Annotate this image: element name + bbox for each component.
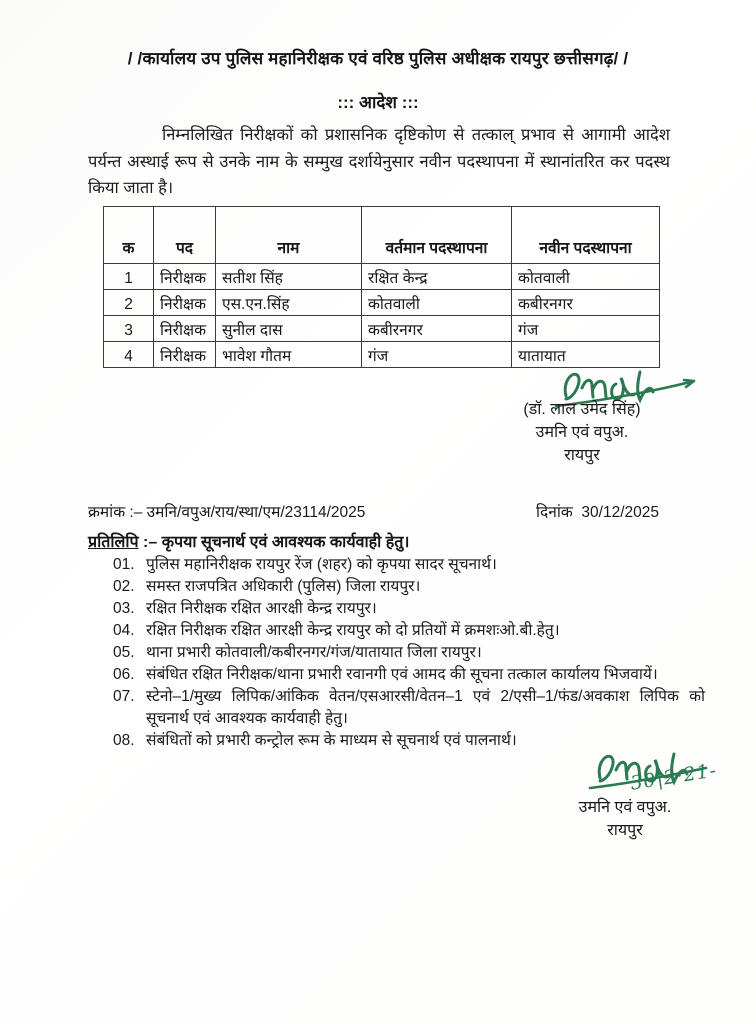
list-item-text: संबंधितों को प्रभारी कन्ट्रोल रूम के माध्यम से सूचनार्थ एवं पालनार्थ। [146, 731, 517, 749]
list-item-number: 04. [113, 622, 135, 639]
copies-list [113, 554, 705, 752]
list-item-text: संबंधित रक्षित निरीक्षक/थाना प्रभारी रवानगी एवं आमद की सूचना तत्काल कार्यालय भिजवायें। [146, 666, 658, 683]
col-header-new-posting: नवीन पदस्थापना [512, 207, 660, 264]
list-item [113, 664, 705, 686]
office-header: / /कार्यालय उप पुलिस महानिरीक्षक एवं वरिष्ठ पुलिस अधीक्षक रायपुर छत्तीसगढ़/ / [127, 49, 629, 68]
list-item [113, 554, 705, 576]
list-item-number: 05. [113, 644, 135, 661]
footer-signatory-block [520, 796, 730, 842]
list-item-number: 02. [113, 578, 135, 595]
list-item-number: 01. [113, 556, 135, 573]
cell-serial: 1 [104, 264, 154, 290]
intro-paragraph-text: निम्नलिखित निरीक्षकों को प्रशासनिक दृष्टिकोण से तत्काल् प्रभाव से आगामी आदेश पर्यन्त अस्थाई रूप से उनके नाम के सम्मुख दर्शायेनुसार नवीन पदस्थापना में स्थानांतरित कर पदस्थ किया जाता है। [88, 126, 670, 197]
cell-serial: 2 [104, 290, 154, 316]
cell-current-posting: कबीरनगर [362, 316, 512, 342]
reference-date-value: 30/12/2025 [581, 504, 659, 521]
cell-new-posting: कबीरनगर [512, 290, 660, 316]
intro-paragraph [88, 122, 670, 202]
table-header-row [104, 207, 660, 264]
reference-number-label: क्रमांक :– [88, 504, 143, 521]
copies-heading [88, 530, 409, 552]
signatory-name: (डॉ. लाल उमेद सिंह) [523, 401, 641, 418]
cell-name: भावेश गौतम [216, 342, 362, 368]
cell-name: सतीश सिंह [216, 264, 362, 290]
cell-post: निरीक्षक [154, 316, 216, 342]
col-header-post: पद [154, 207, 216, 264]
col-header-current-posting: वर्तमान पदस्थापना [362, 207, 512, 264]
footer-signatory-designation: उमनि एवं वपुअ. [578, 799, 672, 816]
list-item-text: रक्षित निरीक्षक रक्षित आरक्षी केन्द्र रायपुर। [146, 600, 377, 617]
list-item-number: 07. [113, 688, 135, 705]
cell-post: निरीक्षक [154, 342, 216, 368]
list-item-text: थाना प्रभारी कोतवाली/कबीरनगर/गंज/यातायात जिला रायपुर। [146, 644, 482, 661]
col-header-name: नाम [216, 207, 362, 264]
cell-current-posting: कोतवाली [362, 290, 512, 316]
cell-serial: 3 [104, 316, 154, 342]
list-item-number: 03. [113, 600, 135, 617]
list-item-text: स्टेनो–1/मुख्य लिपिक/आंकिक वेतन/एसआरसी/वेतन–1 एवं 2/एसी–1/फंड/अवकाश लिपिक को सूचनार्थ एवं आवश्यक कार्यवाही हेतु। [146, 688, 705, 727]
cell-name: सुनील दास [216, 316, 362, 342]
table-row [104, 342, 660, 368]
cell-new-posting: यातायात [512, 342, 660, 368]
reference-number [88, 500, 365, 522]
list-item [113, 620, 705, 642]
list-item-text: रक्षित निरीक्षक रक्षित आरक्षी केन्द्र रायपुर को दो प्रतियों में क्रमशःओ.बी.हेतु। [146, 622, 560, 639]
list-item [113, 642, 705, 664]
col-header-serial: क [104, 207, 154, 264]
copies-heading-text: कृपया सूचनार्थ एवं आवश्यक कार्यवाही हेतु। [161, 534, 410, 551]
copies-heading-sep: :– [138, 534, 162, 551]
signatory-place: रायपुर [564, 447, 600, 464]
list-item [113, 598, 705, 620]
signatory-designation: उमनि एवं वपुअ. [535, 424, 629, 441]
table-row [104, 316, 660, 342]
signatory-block [462, 398, 702, 467]
list-item [113, 686, 705, 729]
cell-serial: 4 [104, 342, 154, 368]
cell-new-posting: गंज [512, 316, 660, 342]
list-item-number: 06. [113, 666, 135, 683]
footer-signatory-place: रायपुर [607, 822, 643, 839]
transfer-order-table [103, 206, 660, 368]
reference-date-label: दिनांक [536, 504, 573, 521]
cell-current-posting: रक्षित केन्द्र [362, 264, 512, 290]
list-item-number: 08. [113, 731, 135, 749]
reference-date [536, 500, 659, 522]
list-item-text: समस्त राजपत्रित अधिकारी (पुलिस) जिला रायपुर। [146, 578, 421, 595]
table-row [104, 290, 660, 316]
order-title: ::: आदेश ::: [337, 93, 419, 112]
cell-post: निरीक्षक [154, 290, 216, 316]
list-item [113, 730, 705, 752]
cell-name: एस.एन.सिंह [216, 290, 362, 316]
cell-post: निरीक्षक [154, 264, 216, 290]
table-row [104, 264, 660, 290]
handwritten-date: 30|2·21- [628, 759, 719, 795]
cell-new-posting: कोतवाली [512, 264, 660, 290]
cell-current-posting: गंज [362, 342, 512, 368]
copies-heading-label: प्रतिलिपि [88, 534, 139, 551]
list-item-text: पुलिस महानिरीक्षक रायपुर रेंज (शहर) को कृपया सादर सूचनार्थ। [146, 556, 497, 573]
list-item [113, 576, 705, 598]
reference-number-value: उमनि/वपुअ/राय/स्था/एम/23114/2025 [146, 504, 366, 521]
